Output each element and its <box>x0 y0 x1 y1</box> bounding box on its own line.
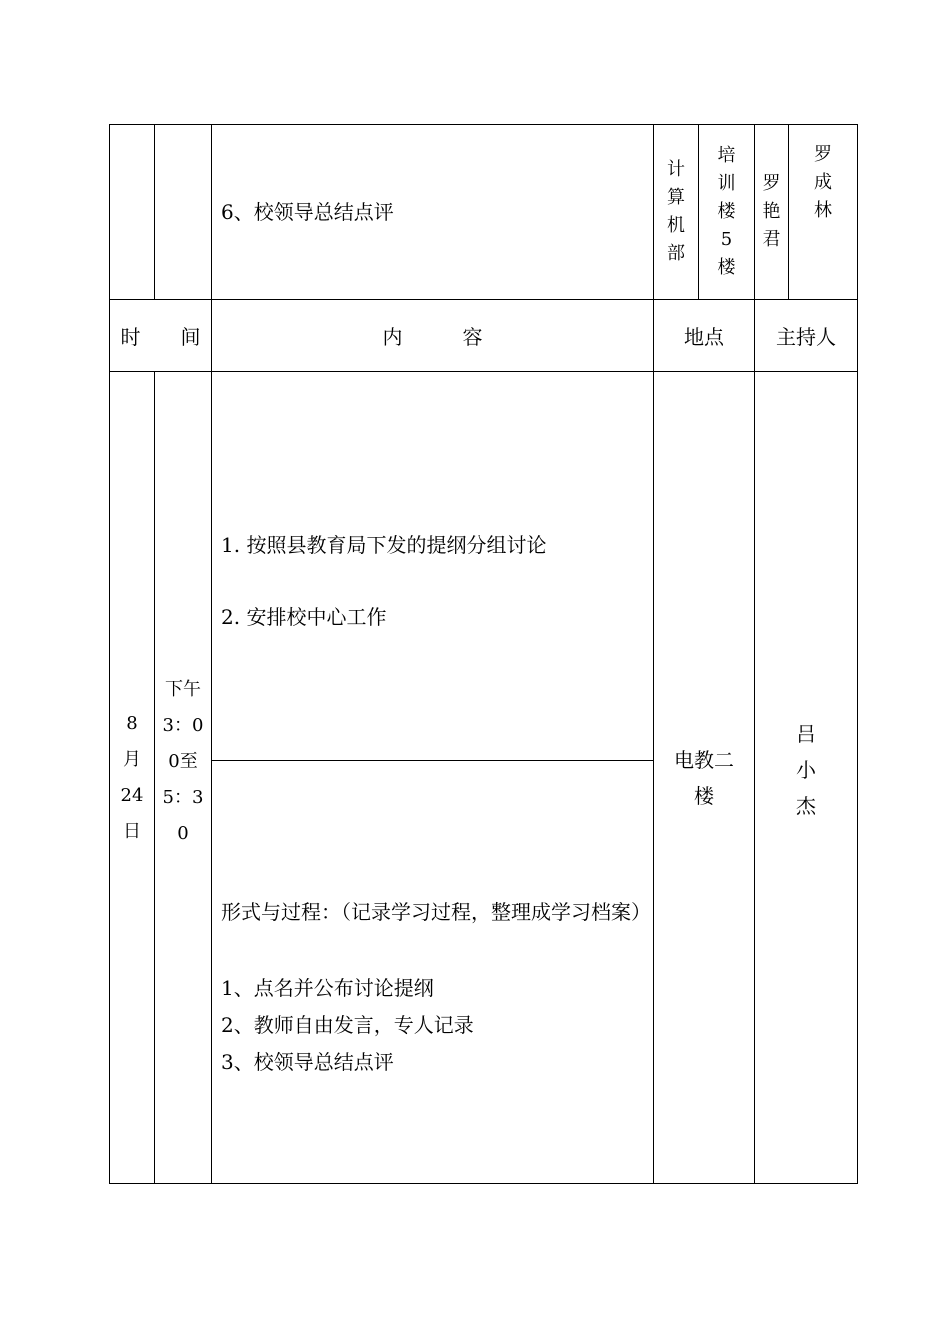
process-title: 形式与过程：（记录学习过程，整理成学习档案） <box>221 900 651 924</box>
top-row-dept <box>654 125 698 299</box>
rule-bottom <box>109 1183 858 1184</box>
agenda-item-1: 1. 按照县教育局下发的提纲分组讨论 <box>221 533 547 557</box>
dept-text: 计算机部 <box>667 159 685 264</box>
top-row-location <box>699 125 754 299</box>
session-host <box>755 372 857 1183</box>
rule-content-split <box>211 760 653 761</box>
session-host-text: 吕小杰 <box>796 722 816 818</box>
session-time <box>155 372 211 1183</box>
header-location: 地点 <box>684 325 724 349</box>
process-item-1: 1、点名并公布讨论提纲 <box>221 976 434 1000</box>
session-location-text: 电教二楼 <box>674 747 734 808</box>
rule-date-time-top <box>154 124 155 300</box>
date-text: 8月24日 <box>120 712 144 842</box>
time-text: 下午3：00至5：30 <box>162 678 204 844</box>
person2-text: 罗成林 <box>814 144 832 221</box>
person1-text: 罗艳君 <box>762 173 781 250</box>
rule-time-content <box>211 124 212 1184</box>
agenda-item-2: 2. 安排校中心工作 <box>221 605 387 629</box>
session-location <box>654 372 754 1183</box>
header-content: 内 容 <box>382 325 483 349</box>
header-time: 时 间 <box>120 325 201 349</box>
rule-right <box>857 124 858 1184</box>
top-row-person1 <box>755 125 788 299</box>
header-host: 主持人 <box>776 325 836 349</box>
top-row-content: 6、校领导总结点评 <box>221 200 394 224</box>
location-text: 培训楼5楼 <box>717 145 736 278</box>
process-item-2: 2、教师自由发言，专人记录 <box>221 1013 474 1037</box>
session-date <box>110 372 154 1183</box>
top-row-person2 <box>789 125 857 299</box>
process-item-3: 3、校领导总结点评 <box>221 1050 394 1074</box>
